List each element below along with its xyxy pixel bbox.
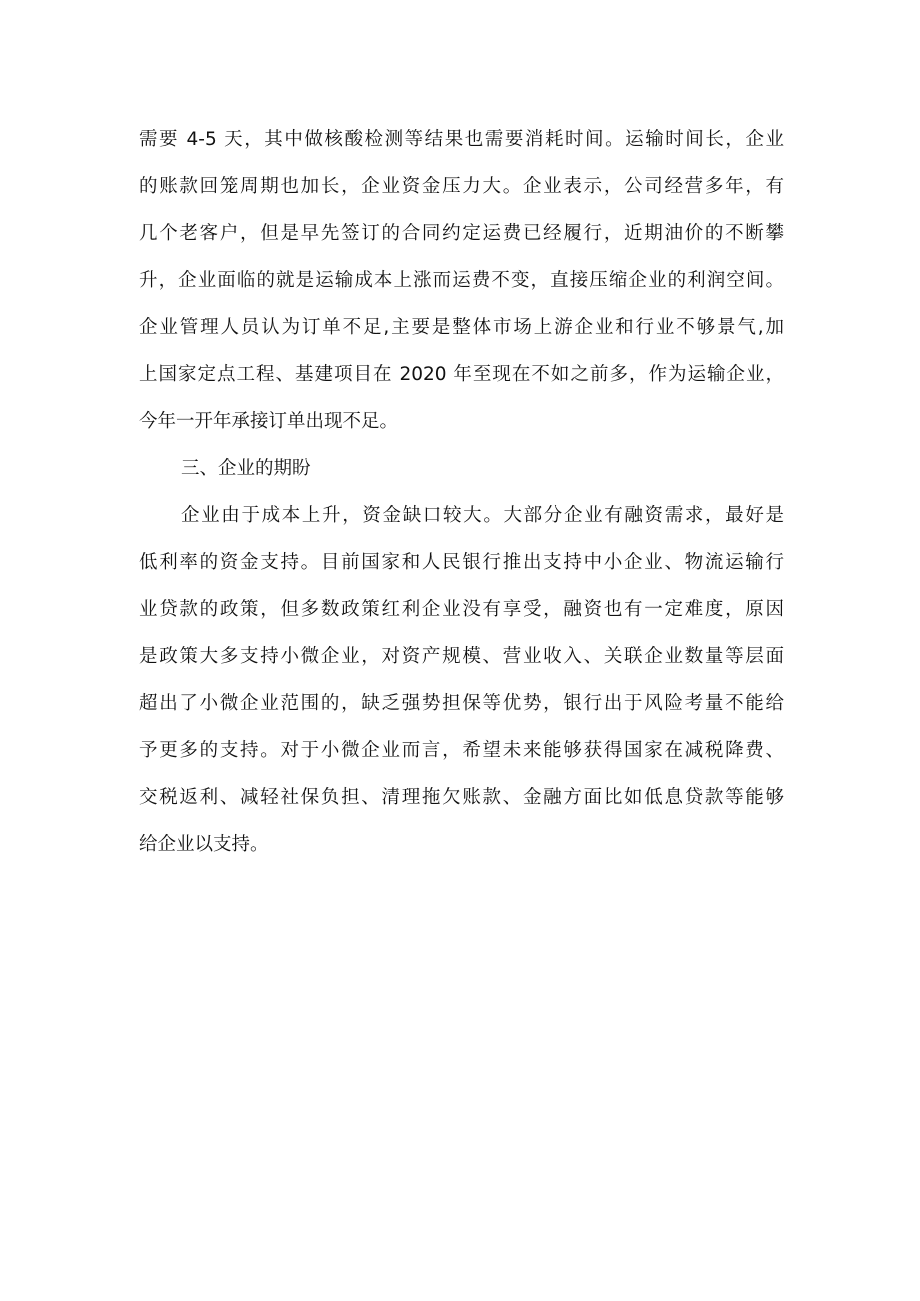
text-line: 几个老客户，但是早先签订的合同约定运费已经履行，近期油价的不断攀	[139, 223, 784, 244]
text-line: 的账款回笼周期也加长，企业资金压力大。企业表示，公司经营多年，有	[139, 176, 784, 197]
section-heading: 三、企业的期盼	[181, 458, 311, 479]
text-line: 企业由于成本上升，资金缺口较大。大部分企业有融资需求，最好是	[181, 505, 784, 526]
text-line: 今年一开年承接订单出现不足。	[139, 411, 399, 432]
text-line: 上国家定点工程、基建项目在 2020 年至现在不如之前多，作为运输企业，	[139, 364, 784, 385]
text-line: 升，企业面临的就是运输成本上涨而运费不变，直接压缩企业的利润空间。	[139, 270, 784, 291]
text-line: 业贷款的政策，但多数政策红利企业没有享受，融资也有一定难度，原因	[139, 599, 784, 620]
text-line: 给企业以支持。	[139, 834, 269, 855]
text-line: 是政策大多支持小微企业，对资产规模、营业收入、关联企业数量等层面	[139, 646, 784, 667]
text-line: 超出了小微企业范围的，缺乏强势担保等优势，银行出于风险考量不能给	[139, 693, 784, 714]
text-line: 交税返利、减轻社保负担、清理拖欠账款、金融方面比如低息贷款等能够	[139, 787, 784, 808]
text-line: 需要 4-5 天，其中做核酸检测等结果也需要消耗时间。运输时间长，企业	[139, 129, 784, 150]
text-line: 低利率的资金支持。目前国家和人民银行推出支持中小企业、物流运输行	[139, 552, 784, 573]
document-body	[139, 122, 784, 874]
text-line: 予更多的支持。对于小微企业而言，希望未来能够获得国家在减税降费、	[139, 740, 784, 761]
paragraph-enterprise-expectations	[139, 498, 784, 874]
paragraph-transport-costs	[139, 122, 784, 451]
text-line: 企业管理人员认为订单不足,主要是整体市场上游企业和行业不够景气,加	[139, 317, 784, 338]
